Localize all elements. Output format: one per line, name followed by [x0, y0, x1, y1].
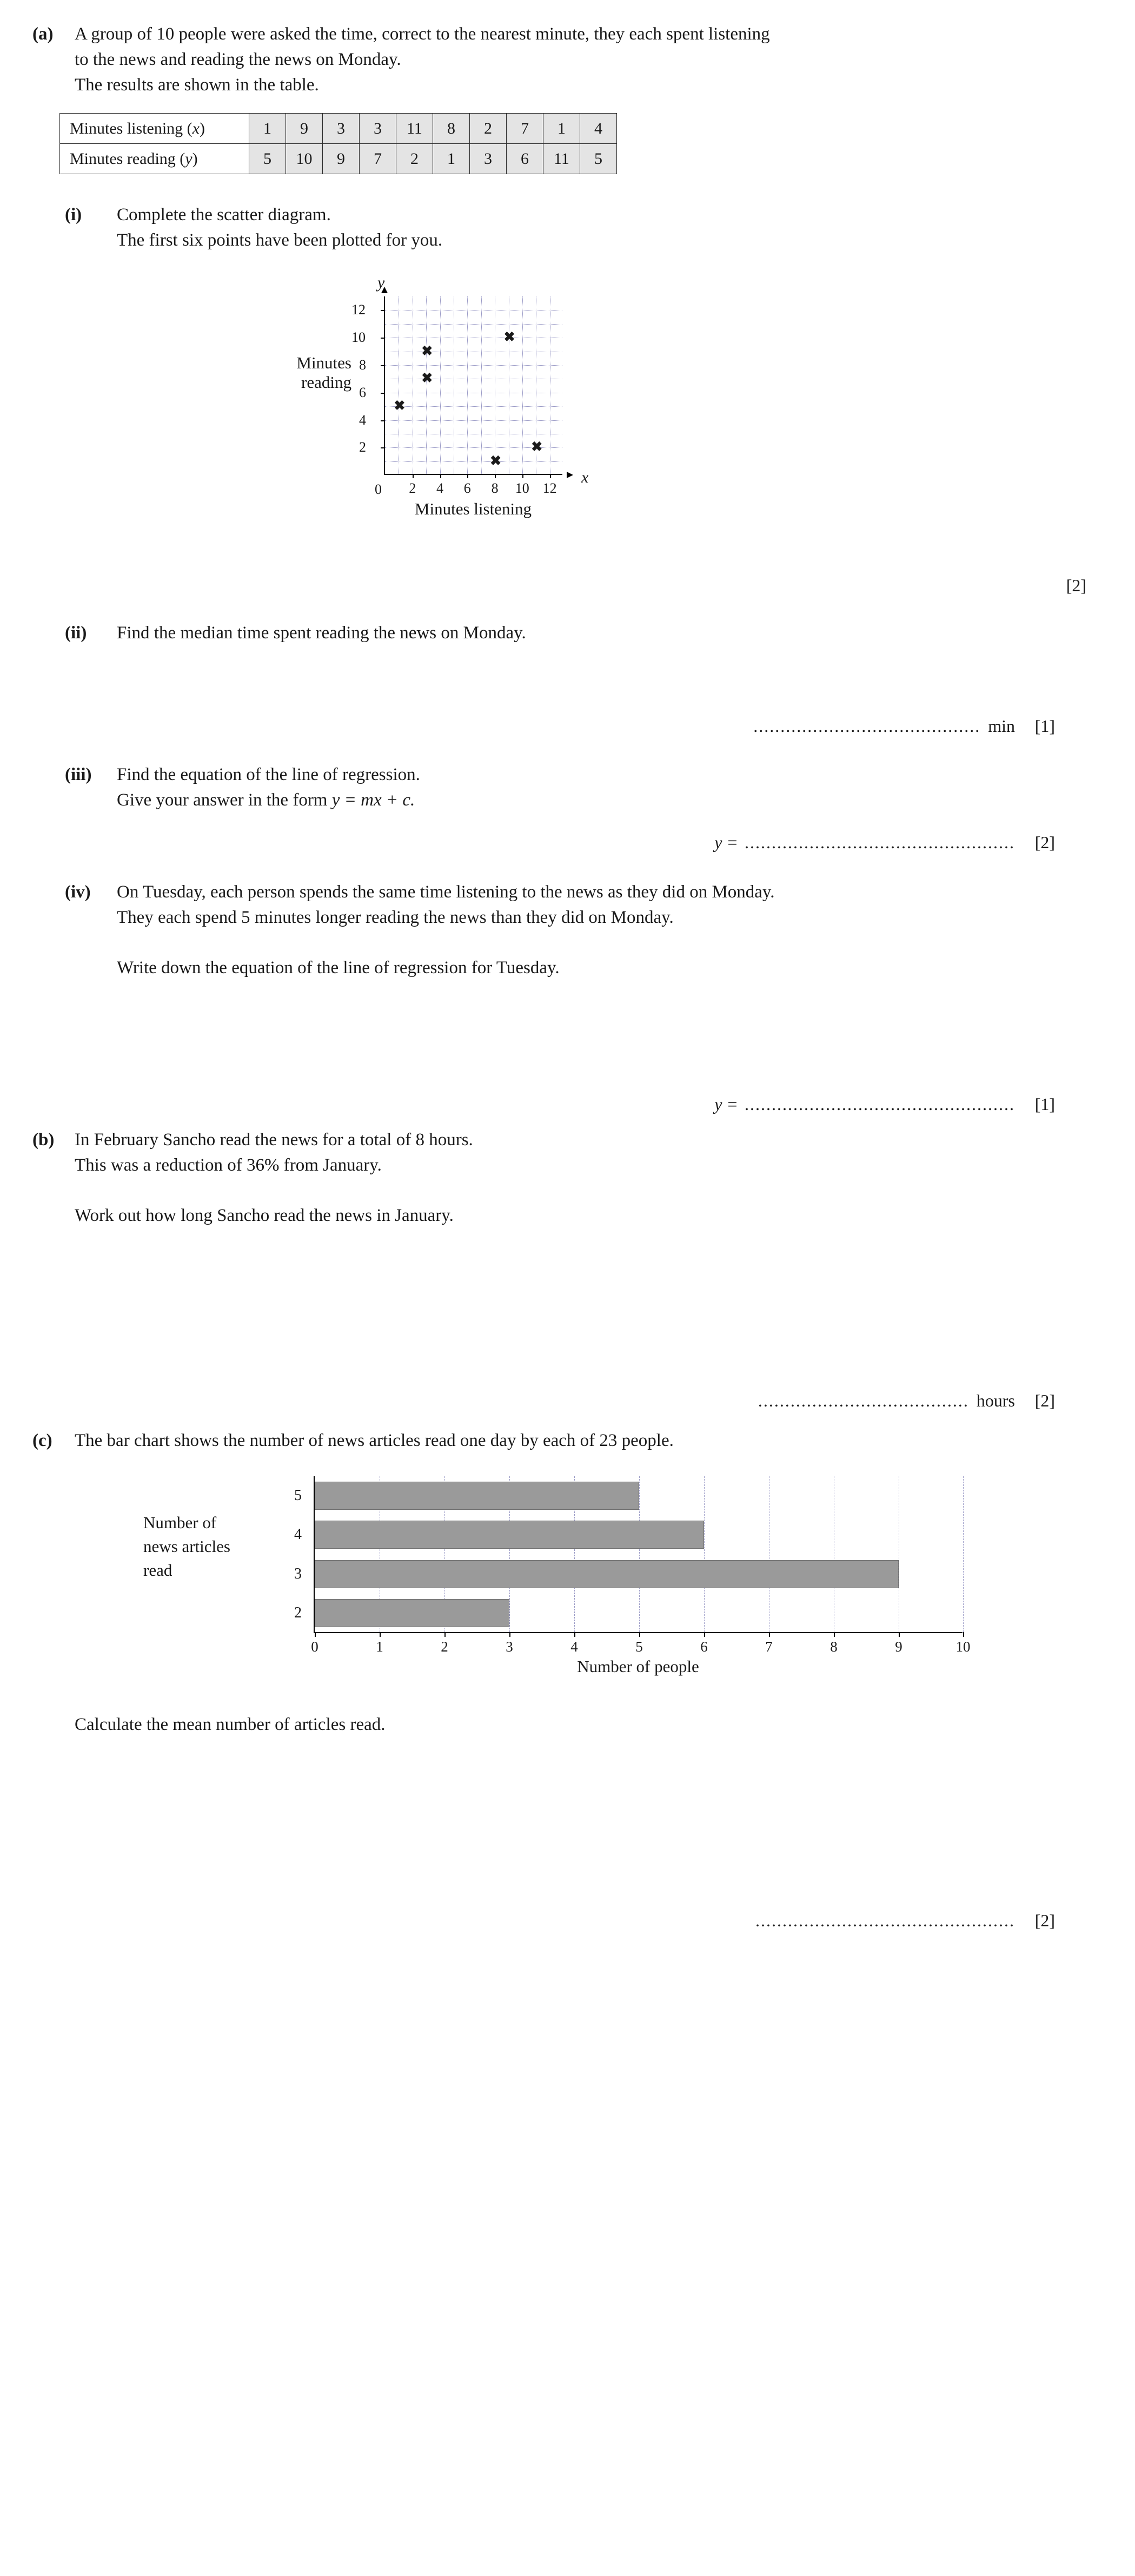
bar-ylabel-2: 2: [294, 1604, 302, 1621]
part-iii-label: (iii): [65, 765, 92, 784]
part-iv-line-1: On Tuesday, each person spends the same time listening to the news as they did on Monday.: [117, 882, 775, 902]
cell-listening-9: 4: [580, 114, 617, 144]
part-b-line-2: This was a reduction of 36% from January.: [75, 1155, 382, 1175]
part-ii-label: (ii): [65, 623, 87, 643]
scatter-y-axis-caption: [222, 353, 351, 392]
part-a-label: (a): [32, 24, 54, 44]
part-c-question-row: [32, 1712, 1086, 1738]
row-header-listening: Minutes listening (x): [60, 114, 249, 144]
scatter-ytick-8: 8: [359, 356, 366, 373]
part-iii-line-2-pre: Give your answer in the form: [117, 790, 332, 810]
bar-xtick-7: 7: [765, 1639, 773, 1655]
cell-listening-7: 7: [507, 114, 543, 144]
bar-xtick-3: 3: [506, 1639, 513, 1655]
scatter-xtick-6: 6: [463, 480, 471, 496]
bar-ylabel-5: 5: [294, 1487, 302, 1504]
scatter-ytick-12: 12: [351, 302, 366, 318]
part-b-marks: [2]: [1034, 1391, 1055, 1410]
cell-reading-5: 1: [433, 144, 470, 174]
part-a-body: [75, 22, 1086, 98]
cell-listening-5: 8: [433, 114, 470, 144]
bar-xtick-10: 10: [955, 1639, 971, 1655]
part-b-body: [75, 1127, 1086, 1228]
part-b-label: (b): [32, 1130, 55, 1150]
scatter-y-axis-arrow: [381, 287, 388, 293]
cell-reading-2: 9: [323, 144, 360, 174]
bar-xtick-9: 9: [895, 1639, 902, 1655]
bar-xtick-4: 4: [570, 1639, 578, 1655]
table-row-reading: [60, 144, 617, 174]
part-iii-marks: [2]: [1034, 833, 1055, 852]
bar-xtick-0: 0: [311, 1639, 318, 1655]
scatter-diagram-inner: [287, 269, 622, 572]
scatter-ytick-2: 2: [359, 439, 366, 455]
scatter-diagram[interactable]: [32, 269, 1086, 572]
part-i-line-2: The first six points have been plotted for you.: [117, 230, 443, 250]
part-iv-line-3: Write down the equation of the line of regression for Tuesday.: [117, 958, 560, 977]
part-iii-answer-prefix: y =: [714, 833, 738, 852]
scatter-xtick-8: 8: [491, 480, 499, 496]
scatter-origin-label: 0: [375, 481, 382, 497]
part-iii-formula: y = mx + c.: [331, 790, 415, 810]
data-table: [59, 113, 617, 174]
part-a-line-3: The results are shown in the table.: [75, 75, 319, 95]
scatter-y-axis-symbol: y: [377, 274, 385, 292]
question-part-i: [32, 202, 1086, 253]
bar-xtick-6: 6: [700, 1639, 708, 1655]
part-iv-answer-line[interactable]: [32, 1094, 1086, 1114]
scatter-point: ✖: [490, 453, 502, 468]
part-ii-marks: [1]: [1034, 716, 1055, 736]
scatter-x-axis-symbol: x: [581, 468, 589, 486]
part-c-question: Calculate the mean number of articles read.: [75, 1715, 386, 1734]
cell-reading-7: 6: [507, 144, 543, 174]
scatter-x-axis-caption: Minutes listening: [414, 499, 532, 518]
part-i-body: [117, 202, 1086, 253]
part-c-text: The bar chart shows the number of news articles read one day by each of 23 people.: [75, 1431, 674, 1450]
part-b-line-3: Work out how long Sancho read the news in January.: [75, 1206, 454, 1225]
part-c-body: [75, 1428, 1086, 1454]
part-c-marks: [2]: [1034, 1911, 1055, 1930]
question-part-iii: [32, 762, 1086, 813]
row-header-listening-var: x: [192, 119, 200, 137]
bar-category-4: [315, 1521, 704, 1549]
table-row-listening: [60, 114, 617, 144]
bar-xtick-2: 2: [441, 1639, 448, 1655]
part-i-line-1: Complete the scatter diagram.: [117, 205, 331, 224]
cell-reading-3: 7: [360, 144, 396, 174]
cell-listening-6: 2: [470, 114, 507, 144]
scatter-point: ✖: [503, 330, 515, 345]
bar-ylabel-4: 4: [294, 1526, 302, 1543]
part-iv-answer-prefix: y =: [714, 1094, 738, 1114]
part-iv-label: (iv): [65, 882, 91, 902]
part-c-label: (c): [32, 1431, 52, 1450]
scatter-point: ✖: [394, 399, 406, 414]
bar-chart: [32, 1467, 1086, 1694]
cell-listening-8: 1: [543, 114, 580, 144]
cell-reading-8: 11: [543, 144, 580, 174]
scatter-ytick-10: 10: [351, 329, 366, 346]
question-part-ii: [32, 620, 1086, 646]
cell-reading-6: 3: [470, 144, 507, 174]
question-part-b: [32, 1127, 1086, 1228]
part-iii-answer-dots[interactable]: ..................................................: [745, 833, 1015, 852]
row-header-reading-var: y: [185, 149, 193, 168]
scatter-ytick-6: 6: [359, 384, 366, 400]
cell-listening-2: 3: [323, 114, 360, 144]
bar-ylabel-3: 3: [294, 1566, 302, 1582]
part-a-line-1: A group of 10 people were asked the time, correct to the nearest minute, they each spent listening: [75, 24, 770, 44]
bar-chart-y-caption-line1: Number of: [143, 1513, 217, 1532]
part-a-line-2: to the news and reading the news on Monday.: [75, 50, 401, 69]
part-ii-answer-line[interactable]: [32, 716, 1086, 736]
cell-reading-0: 5: [249, 144, 286, 174]
bar-chart-inner: [130, 1467, 971, 1694]
bar-xtick-1: 1: [376, 1639, 383, 1655]
question-part-c: [32, 1428, 1086, 1454]
part-iv-marks: [1]: [1034, 1094, 1055, 1114]
scatter-xtick-2: 2: [409, 480, 416, 496]
cell-listening-4: 11: [396, 114, 433, 144]
part-iii-line-1: Find the equation of the line of regression.: [117, 765, 420, 784]
bar-category-3: [315, 1560, 899, 1588]
scatter-x-axis-arrow: [567, 472, 573, 478]
scatter-ytick-4: 4: [359, 412, 366, 428]
cell-listening-3: 3: [360, 114, 396, 144]
bar-xtick-8: 8: [830, 1639, 838, 1655]
part-iii-body: [117, 762, 1086, 813]
question-part-iv: [32, 880, 1086, 981]
cell-reading-4: 2: [396, 144, 433, 174]
part-iii-line-2: [117, 788, 1086, 813]
bar-chart-y-caption-line3: read: [143, 1561, 172, 1580]
part-ii-text: Find the median time spent reading the news on Monday.: [117, 623, 526, 643]
scatter-y-axis-caption-line1: Minutes: [296, 353, 351, 372]
part-c-answer-dots[interactable]: ................................................: [755, 1911, 1015, 1930]
scatter-point: ✖: [531, 440, 543, 455]
part-iv-answer-dots[interactable]: ..................................................: [745, 1094, 1015, 1114]
part-b-answer-dots[interactable]: .......................................: [758, 1391, 969, 1410]
cell-listening-1: 9: [286, 114, 323, 144]
bar-chart-x-caption: Number of people: [577, 1657, 699, 1676]
bar-xtick-5: 5: [635, 1639, 643, 1655]
bar-chart-plot-area: [294, 1476, 971, 1655]
part-ii-answer-dots[interactable]: ..........................................: [753, 716, 981, 736]
scatter-plot-area[interactable]: [351, 296, 562, 496]
scatter-point: ✖: [421, 344, 433, 359]
row-header-reading: Minutes reading (y): [60, 144, 249, 174]
bar-chart-y-caption-line2: news articles: [143, 1537, 230, 1556]
part-b-answer-unit: hours: [976, 1391, 1015, 1410]
cell-reading-9: 5: [580, 144, 617, 174]
part-c-answer-line[interactable]: [32, 1911, 1086, 1931]
part-i-marks: [2]: [1066, 576, 1086, 595]
cell-listening-0: 1: [249, 114, 286, 144]
bar-chart-y-caption: [143, 1511, 295, 1582]
part-ii-answer-unit: min: [988, 716, 1015, 736]
part-b-line-1: In February Sancho read the news for a total of 8 hours.: [75, 1130, 473, 1150]
bar-category-5: [315, 1482, 639, 1510]
row-header-listening-text: Minutes listening (: [70, 119, 193, 137]
scatter-point: ✖: [421, 371, 433, 386]
part-iii-answer-line[interactable]: [32, 833, 1086, 853]
bar-category-2: [315, 1599, 509, 1627]
part-c-question-body: [75, 1712, 1086, 1738]
part-b-answer-line[interactable]: [32, 1391, 1086, 1411]
scatter-xtick-4: 4: [436, 480, 443, 496]
part-iv-line-2: They each spend 5 minutes longer reading the news than they did on Monday.: [117, 908, 674, 927]
question-part-a: [32, 22, 1086, 98]
part-iv-body: [117, 880, 1086, 981]
cell-reading-1: 10: [286, 144, 323, 174]
scatter-xtick-12: 12: [542, 480, 557, 496]
row-header-reading-text: Minutes reading (: [70, 149, 185, 168]
scatter-y-axis-caption-line2: reading: [301, 373, 351, 392]
scatter-xtick-10: 10: [515, 480, 529, 496]
part-ii-body: [117, 620, 1086, 646]
part-i-label: (i): [65, 205, 82, 224]
